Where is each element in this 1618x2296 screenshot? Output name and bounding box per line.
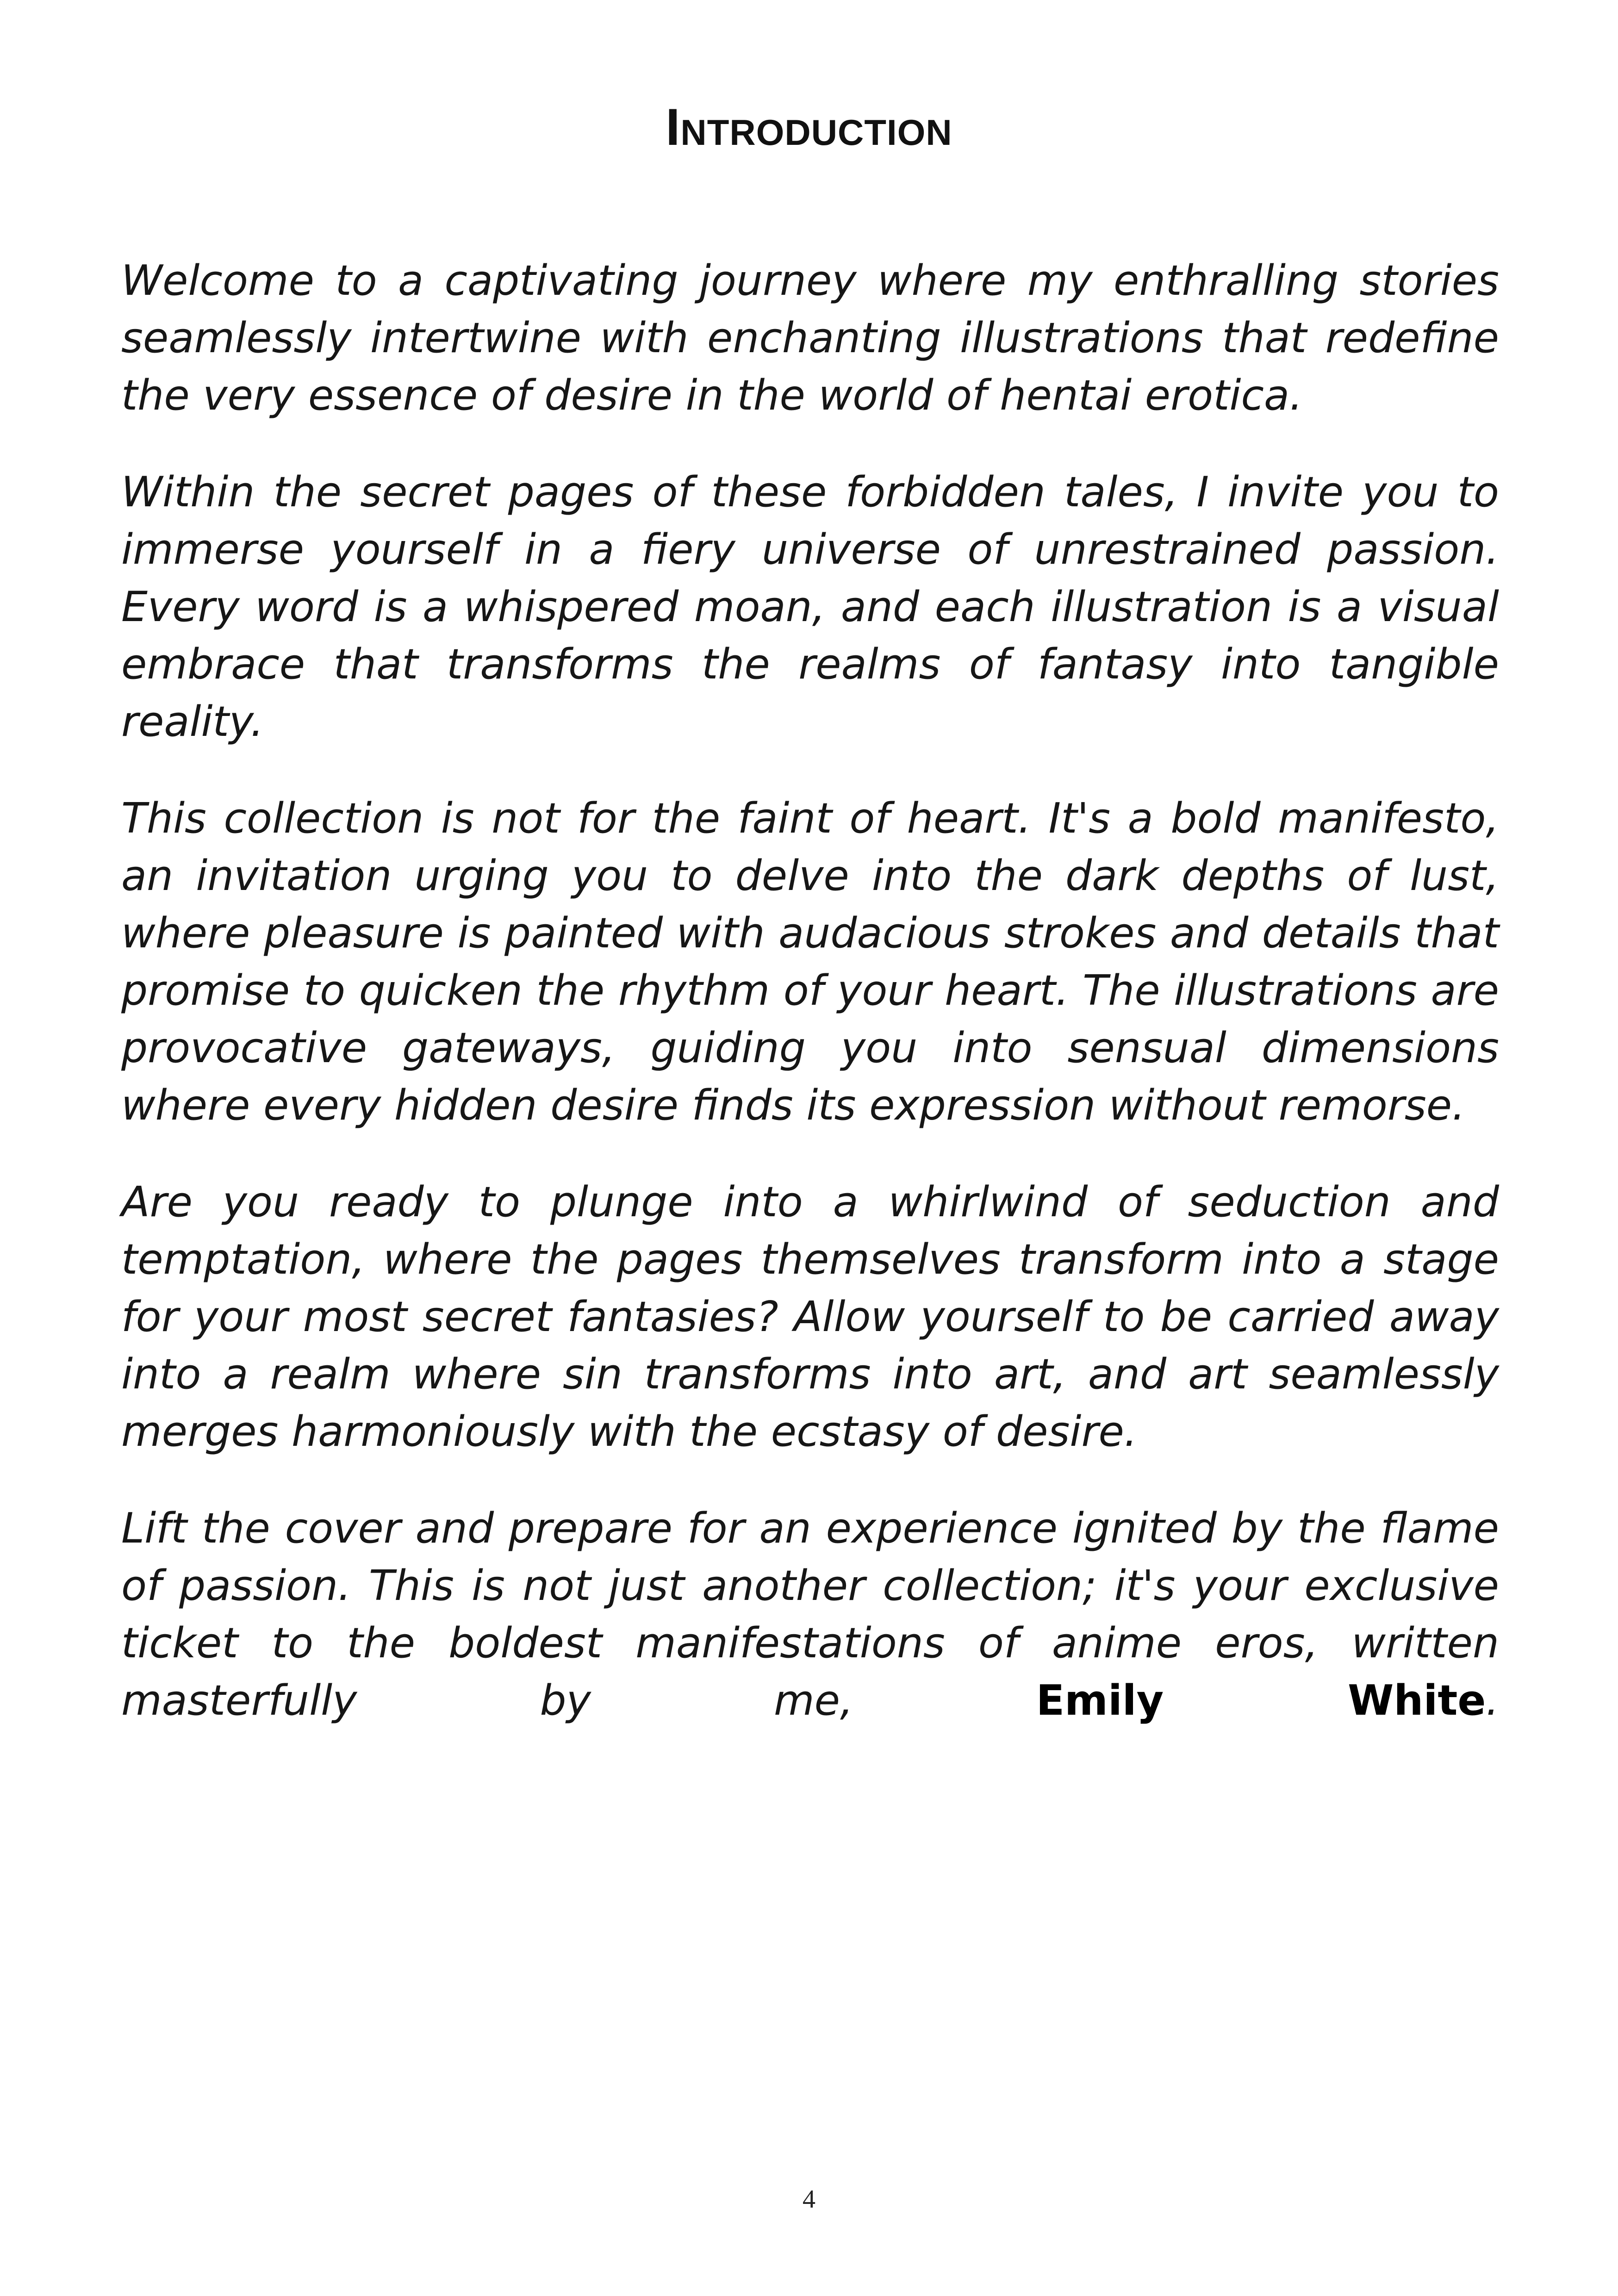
paragraph-4: Are you ready to plunge into a whirlwind of seduction and temptation, where the pages themselves transform into a stage for your most secret fantasies? Allow yourself to be carried away into a realm where sin transforms into art, and art seamlessly merges harmoniously with the ecstasy of desire.	[121, 1178, 1499, 1456]
paragraph-1: Welcome to a captivating journey where my enthralling stories seamlessly intertwine with enchanting illustrations that redefine the very essence of desire in the world of hentai erotica.	[121, 256, 1499, 420]
closing-text: Lift the cover and prepare for an experience ignited by the flame of passion. This is not just another collection; it's your exclusive ticket to the boldest manifestations of anime eros, written masterfully by me,	[121, 1504, 1499, 1725]
paragraph-2: Within the secret pages of these forbidden tales, I invite you to immerse yourself in a fiery universe of unrestrained passion. Every word is a whispered moan, and each illustration is a visual embrace that transforms the realms of fantasy into tangible reality.	[121, 468, 1499, 746]
closing-punctuation: .	[1486, 1676, 1499, 1725]
page-number: 4	[803, 2185, 815, 2214]
paragraph-3: This collection is not for the faint of heart. It's a bold manifesto, an invitation urging you to delve into the dark depths of lust, where pleasure is painted with audacious strokes and details that promise to quicken the rhythm of your heart. The illustrations are provocative gateways, guiding you into sensual dimensions where every hidden desire finds its expression without remorse.	[121, 794, 1499, 1130]
paragraph-5	[121, 1500, 1499, 1730]
body-text	[121, 252, 1499, 1769]
author-name: Emily White	[1036, 1676, 1486, 1725]
page-title: Introduction	[666, 98, 952, 156]
